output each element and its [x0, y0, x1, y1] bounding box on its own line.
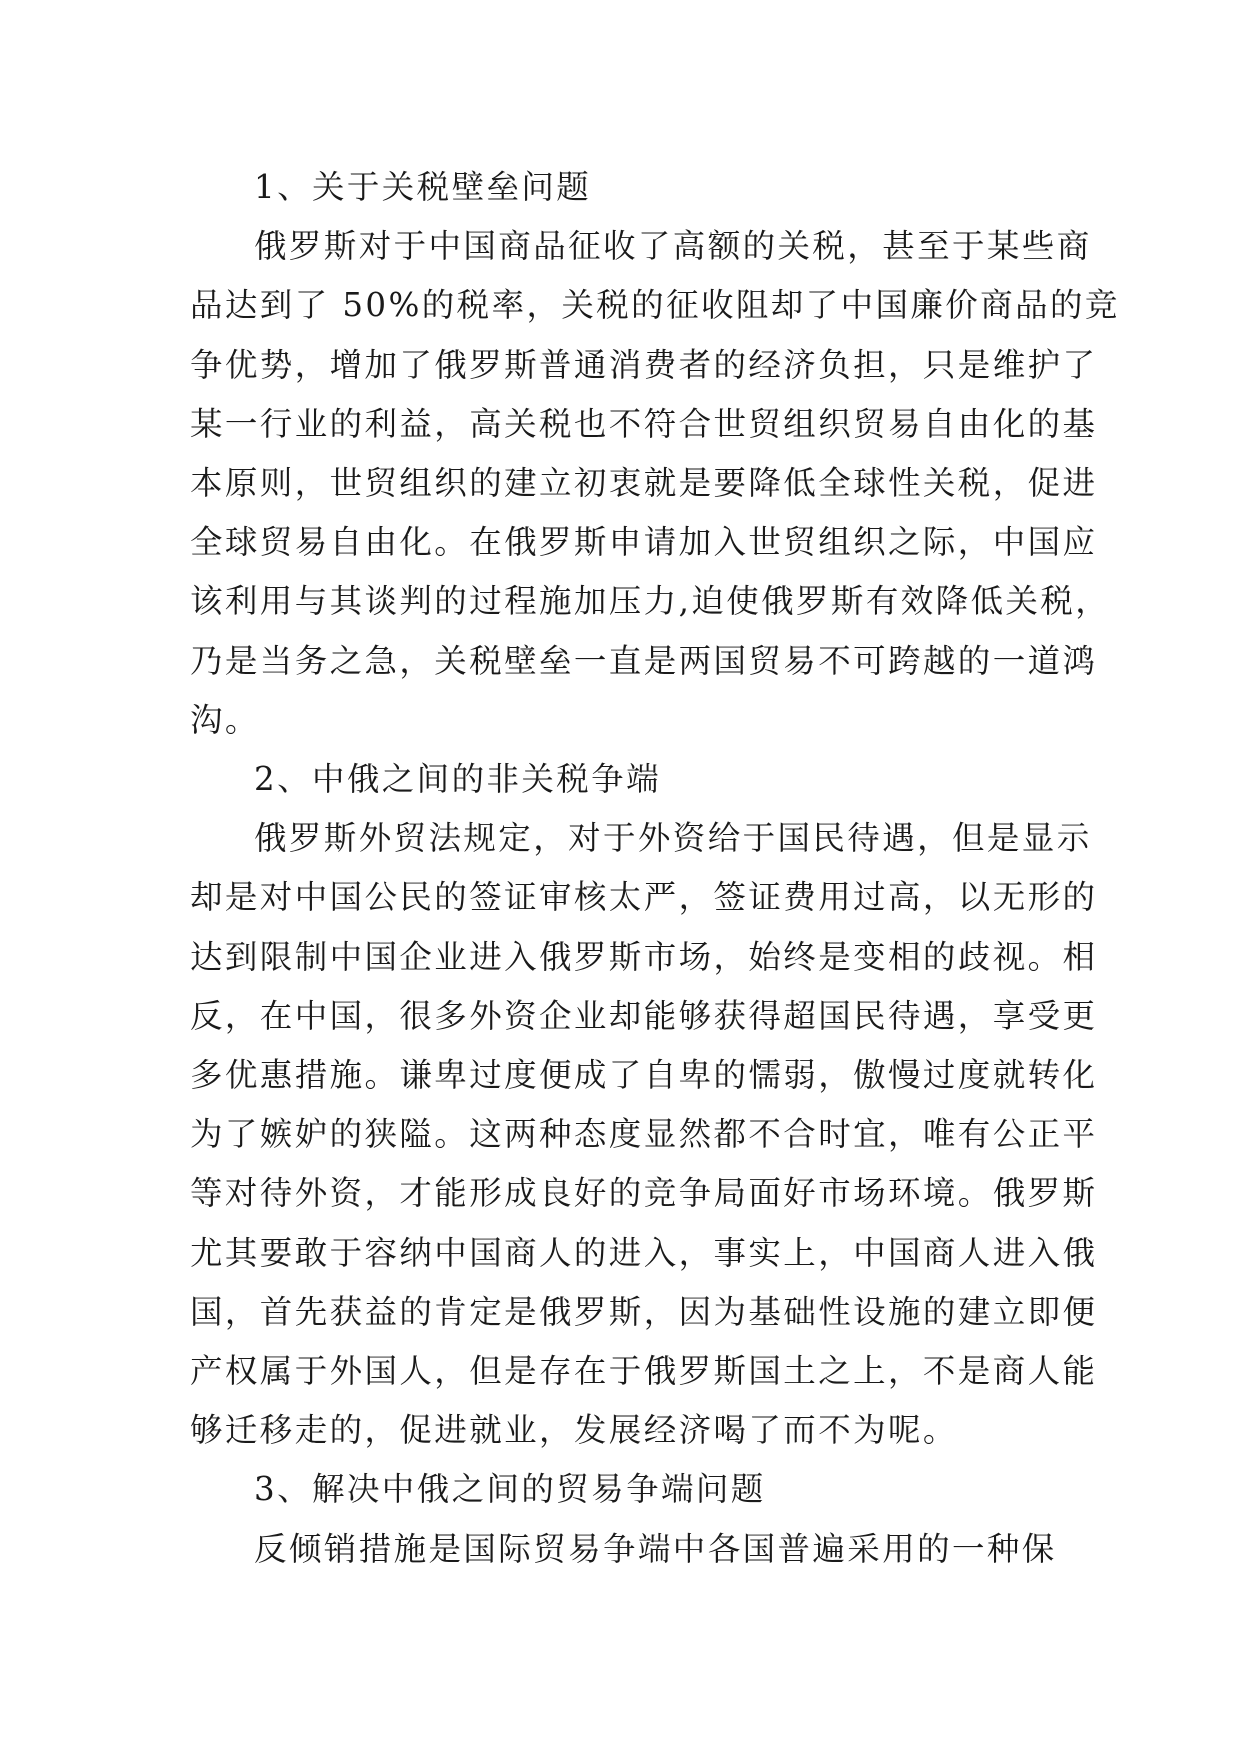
paragraph-line: 俄罗斯外贸法规定，对于外资给于国民待遇，但是显示: [254, 819, 1092, 858]
paragraph-line: 多优惠措施。谦卑过度便成了自卑的懦弱，傲慢过度就转化: [190, 1056, 1098, 1095]
paragraph-line: 本原则，世贸组织的建立初衷就是要降低全球性关税，促进: [190, 464, 1098, 503]
document-body: [190, 158, 1120, 1579]
paragraph-line: 产权属于外国人，但是存在于俄罗斯国土之上，不是商人能: [190, 1352, 1098, 1391]
paragraph-line: 争优势，增加了俄罗斯普通消费者的经济负担，只是维护了: [190, 345, 1098, 384]
section-3: [190, 1460, 1057, 1578]
section-heading: 1、关于关税壁垒问题: [254, 168, 592, 206]
paragraph-line: 尤其要敢于容纳中国商人的进入，事实上，中国商人进入俄: [190, 1233, 1098, 1272]
paragraph-line: 达到限制中国企业进入俄罗斯市场，始终是变相的歧视。相: [190, 937, 1098, 976]
paragraph-line: 却是对中国公民的签证审核太严，签证费用过高，以无形的: [190, 878, 1098, 917]
section-1: [190, 158, 1120, 750]
paragraph-line: 俄罗斯对于中国商品征收了高额的关税，甚至于某些商: [254, 227, 1092, 266]
paragraph-line: 品达到了 50%的税率，关税的征收阻却了中国廉价商品的竞: [190, 286, 1120, 325]
paragraph-line: 够迁移走的，促进就业，发展经济喝了而不为呢。: [190, 1411, 958, 1450]
paragraph-line: 全球贸易自由化。在俄罗斯申请加入世贸组织之际，中国应: [190, 523, 1098, 562]
section-2: [190, 750, 1098, 1460]
section-paragraph: [190, 1520, 1057, 1579]
section-heading: 2、中俄之间的非关税争端: [254, 760, 661, 799]
paragraph-line: 某一行业的利益，高关税也不符合世贸组织贸易自由化的基: [190, 404, 1098, 443]
paragraph-line: 沟。: [190, 700, 260, 739]
paragraph-line: 反，在中国，很多外资企业却能够获得超国民待遇，享受更: [190, 996, 1098, 1035]
paragraph-line: 国，首先获益的肯定是俄罗斯，因为基础性设施的建立即便: [190, 1292, 1098, 1331]
paragraph-line: 该利用与其谈判的过程施加压力,迫使俄罗斯有效降低关税，: [190, 582, 1111, 621]
paragraph-line: 为了嫉妒的狭隘。这两种态度显然都不合时宜，唯有公正平: [190, 1115, 1098, 1154]
paragraph-line: 乃是当务之急，关税壁垒一直是两国贸易不可跨越的一道鸿: [190, 641, 1098, 680]
section-paragraph: [190, 217, 1120, 750]
paragraph-line: 等对待外资，才能形成良好的竞争局面好市场环境。俄罗斯: [190, 1174, 1098, 1213]
paragraph-line: 反倾销措施是国际贸易争端中各国普遍采用的一种保: [254, 1529, 1057, 1568]
section-paragraph: [190, 809, 1098, 1460]
section-heading: 3、解决中俄之间的贸易争端问题: [254, 1470, 766, 1509]
